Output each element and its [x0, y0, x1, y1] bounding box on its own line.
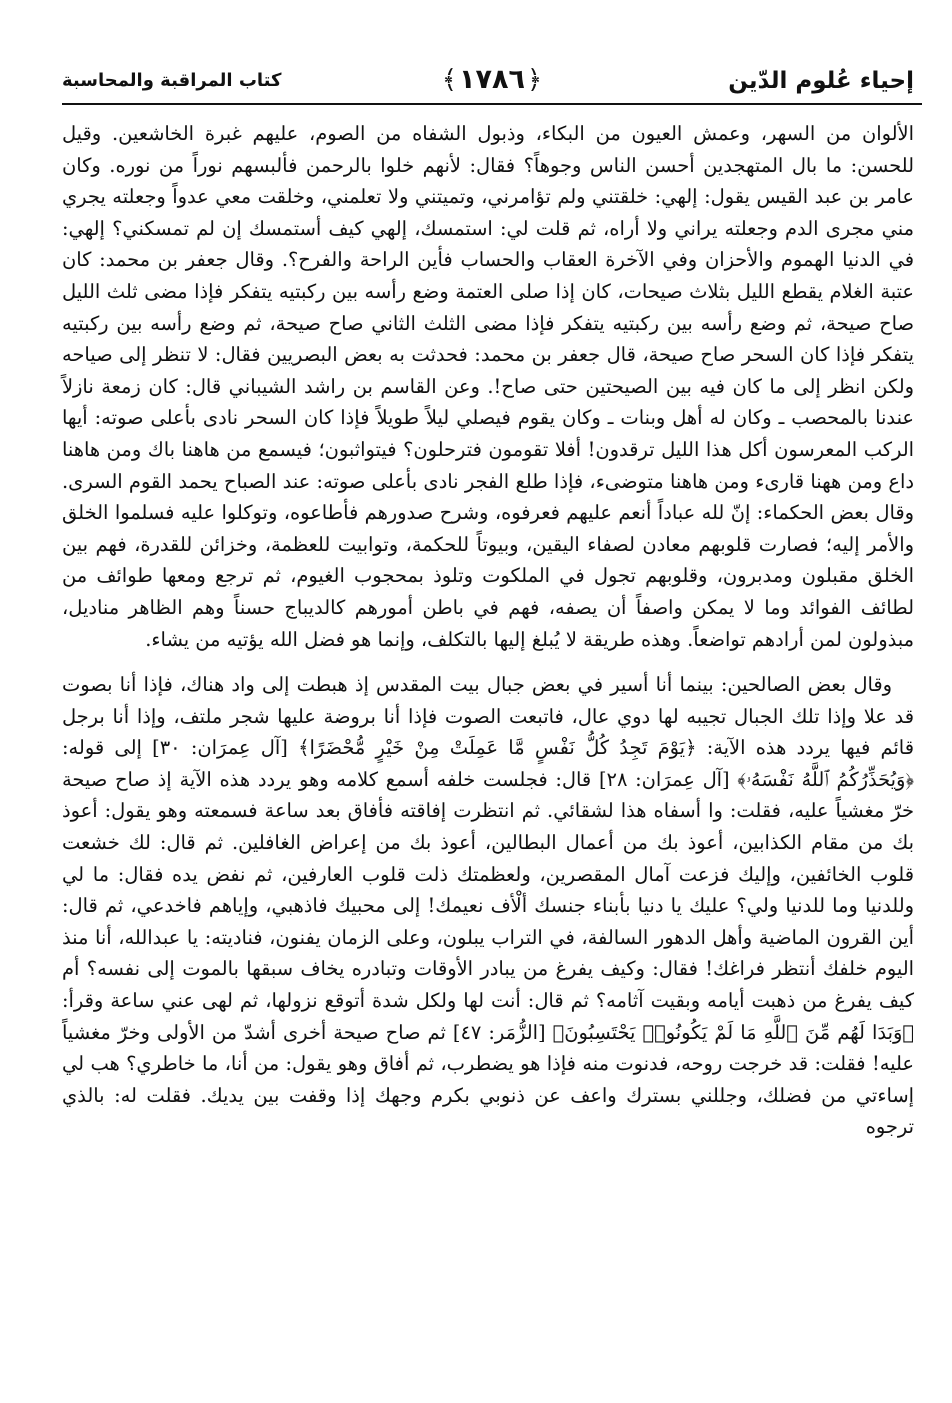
page-header — [62, 62, 922, 102]
header-divider — [62, 103, 922, 105]
book-title: إحياء عُلوم الدّين — [728, 68, 914, 94]
ornament-bracket-icon: ﴿ — [526, 65, 543, 95]
ornament-bracket-icon: ﴾ — [441, 65, 458, 95]
section-title: كتاب المراقبة والمحاسبة — [62, 70, 282, 91]
page-number-box — [440, 64, 544, 95]
page-number: ١٧٨٦ — [459, 64, 525, 95]
paragraph: وقال بعض الصالحين: بينما أنا أسير في بعض جبال بيت المقدس إذ هبطت إلى واد هناك، فإذا أنا بصوت قد علا وإذا تلك الجبال تجيبه لها دوي عال، فاتبعت الصوت فإذا أنا بروضة عليها شجر ملتف، وإذا أنا برجل قائم فيها يردد هذه الآية: ﴿يَوْمَ تَجِدُ كُلُّ نَفْسٍ مَّا عَمِلَتْ مِنْ خَيْرٍ مُّحْضَرًا﴾ [آل عِمرَان: ٣٠] إلى قوله: ﴿وَيُحَذِّرُكُمُ ٱللَّهُ نَفْسَهُۥ﴾ [آل عِمرَان: ٢٨] قال: فجلست خلفه أسمع كلامه وهو يردد هذه الآية إذ صاح صيحة خرّ مغشياً عليه، فقلت: وا أسفاه هذا لشقائي. ثم انتظرت إفاقته فأفاق بعد ساعة فسمعته وهو يقول: أعوذ بك من مقام الكذابين، أعوذ بك من أعمال البطالين، أعوذ بك من إعراض الغافلين. ثم قال: لك خشعت قلوب الخائفين، وإليك فزعت آمال المقصرين، ولعظمتك ذلت قلوب العارفين، ثم نفض يده فقال: ما لي وللدنيا وما للدنيا ولي؟ عليك يا دنيا بأبناء جنسك ألْأف نعيمك! إلى محبيك فاذهبي، وإياهم فاخدعي، ثم قال: أين القرون الماضية وأهل الدهور السالفة، في التراب يبلون، وعلى الزمان يفنون، فناديته: يا عبدالله، أنا منذ اليوم خلفك أنتظر فراغك! فقال: وكيف يفرغ من يبادر الأوقات وتبادره يخاف سبقها بالموت إلى نفسه؟ أم كيف يفرغ من ذهبت أيامه وبقيت آثامه؟ ثم قال: أنت لها ولكل شدة أتوقع نزولها، ثم لهى عني ساعة وقرأ: ﴿وَبَدَا لَهُم مِّنَ ٱللَّهِ مَا لَمْ يَكُونُوا۟ يَحْتَسِبُونَ﴾ [الزُّمَر: ٤٧] ثم صاح صيحة أخرى أشدّ من الأولى وخرّ مغشياً عليه! فقلت: قد خرجت روحه، فدنوت منه فإذا هو يضطرب، ثم أفاق وهو يقول: من أنا، ما خاطري؟ هب لي إساءتي من فضلك، وجللني بسترك واعف عن ذنوبي بكرم وجهك إذا وقفت بين يديك. فقلت له: بالذي ترجوه — [62, 673, 914, 1139]
paragraph: الألوان من السهر، وعمش العيون من البكاء، وذبول الشفاه من الصوم، عليهم غبرة الخاشعين. وقيل للحسن: ما بال المتهجدين أحسن الناس وجوهاً؟ فقال: لأنهم خلوا بالرحمن فألبسهم نوراً من نوره. وكان عامر بن عبد القيس يقول: إلهي: خلقتني ولم تؤامرني، وتميتني ولا تعلمني، وخلقت معي عدواً وجعلته يجري مني مجرى الدم وجعلته يراني ولا أراه، ثم قلت لي: استمسك، إلهي كيف أستمسك إن لم تمسكني؟ إلهي: في الدنيا الهموم والأحزان وفي الآخرة العقاب والحساب فأين الراحة والفرح؟. وقال جعفر بن محمد: كان عتبة الغلام يقطع الليل بثلاث صيحات، كان إذا صلى العتمة وضع رأسه بين ركبتيه يتفكر فإذا مضى ثلث الليل صاح صيحة، ثم وضع رأسه بين ركبتيه يتفكر فإذا مضى الثلث الثاني صاح صيحة، ثم وضع رأسه بين ركبتيه يتفكر فإذا كان السحر صاح صيحة، قال جعفر بن محمد: فحدثت به بعض البصريين فقال: لا تنظر إلى صياحه ولكن انظر إلى ما كان فيه بين الصيحتين حتى صاح!. وعن القاسم بن راشد الشيباني قال: كان زمعة نازلاً عندنا بالمحصب ـ وكان له أهل وبنات ـ وكان يقوم فيصلي ليلاً طويلاً فإذا كان السحر نادى بأعلى صوته: أيها الركب المعرسون أكل هذا الليل ترقدون! أفلا تقومون فترحلون؟ فيتواثبون؛ فيسمع من هاهنا باك ومن هاهنا داع ومن ههنا قارىء ومن هاهنا متوضىء، فإذا طلع الفجر نادى بأعلى صوته: عند الصباح يحمد القوم السرى. وقال بعض الحكماء: إنّ لله عباداً أنعم عليهم فعرفوه، وشرح صدورهم فأطاعوه، وتوكلوا عليه فسلموا الخلق والأمر إليه؛ فصارت قلوبهم معادن لصفاء اليقين، وبيوتاً للحكمة، وتوابيت للعظمة، وخزائن للقدرة، فهم بين الخلق مقبلون ومدبرون، وقلوبهم تجول في الملكوت وتلوذ بمحجوب الغيوم، ثم ترجع ومعها طوائف من لطائف الفوائد وما لا يمكن واصفاً أن يصفه، فهم في باطن أمورهم كالديباج حسناً وهم الظاهر مناديل، مبذولون لمن أرادهم تواضعاً. وهذه طريقة لا يُبلغ إليها بالتكلف، وإنما هو فضل الله يؤتيه من يشاء. — [62, 122, 914, 651]
page-body — [62, 118, 914, 1143]
